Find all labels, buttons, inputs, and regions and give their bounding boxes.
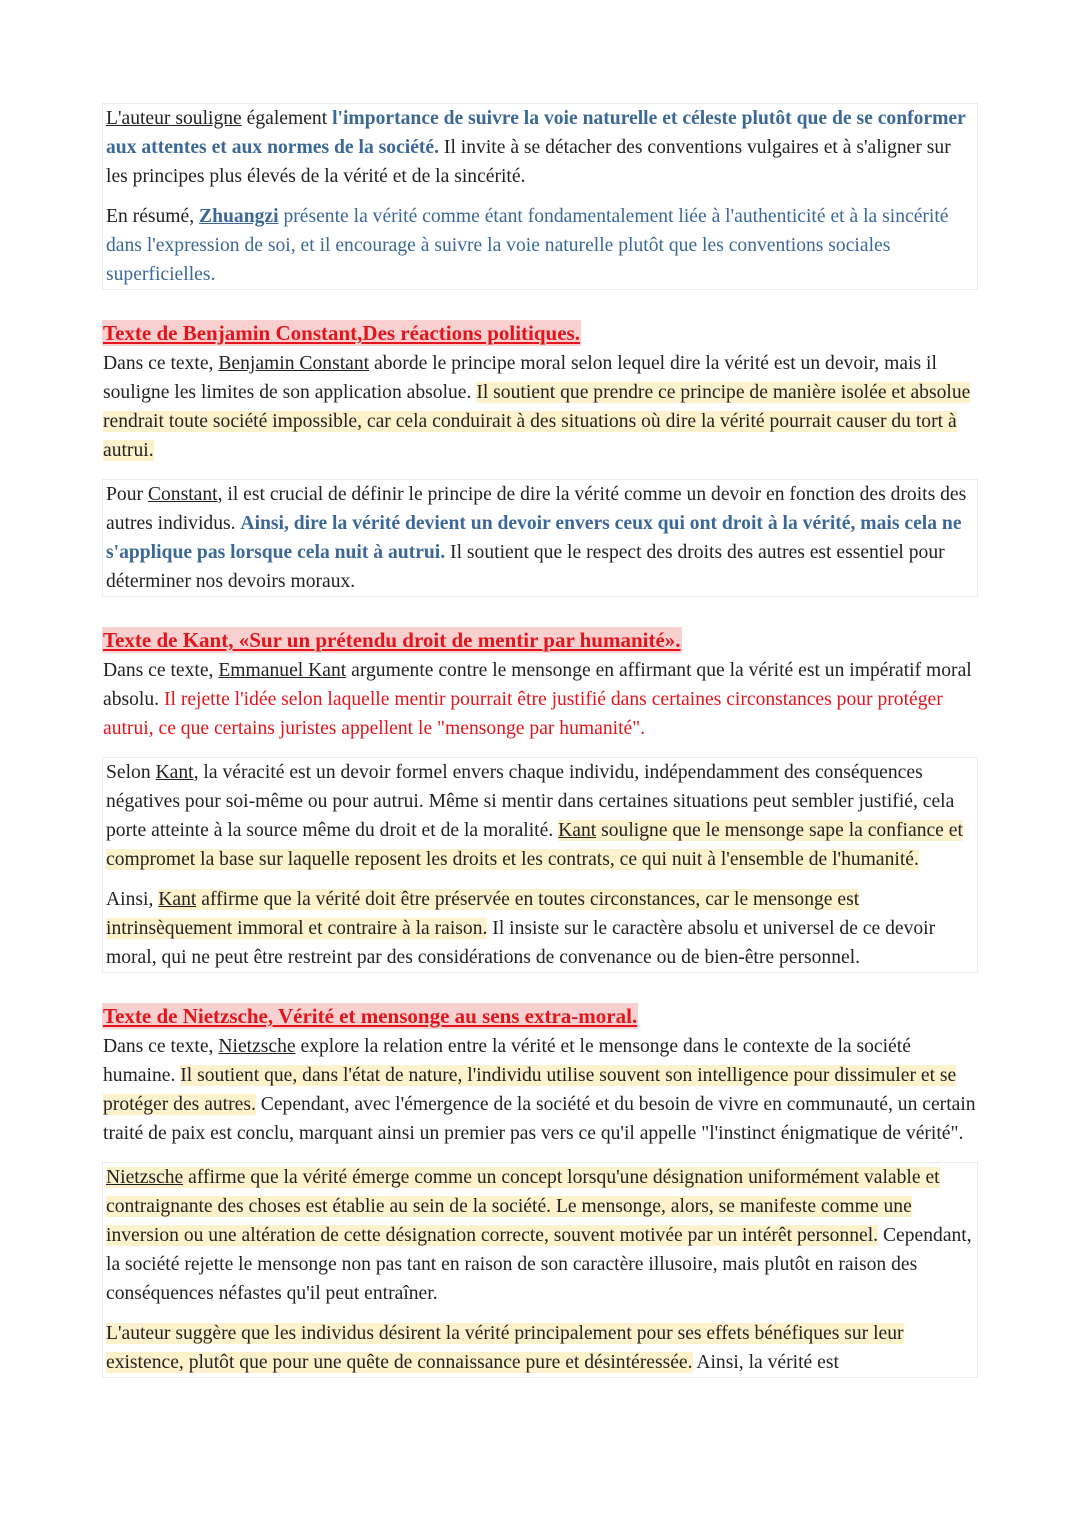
underlined-name: Benjamin Constant [218, 353, 370, 374]
highlighted-underlined-name: Nietzsche [106, 1167, 184, 1188]
paragraph [106, 758, 975, 874]
section-heading-wrapper [102, 302, 978, 349]
body-text: Il insiste sur le caractère absolu et universel de ce devoir moral, qui ne peut être restreint par des considérations de convenance ou de bien-être personnel. [106, 918, 936, 968]
red-emphasis: Il rejette l'idée selon laquelle mentir pourrait être justifié dans certaines circonstances pour protéger autrui, ce que certains juristes appellent le "mensonge par humanité". [103, 689, 943, 739]
summary-box [102, 757, 978, 973]
highlighted-text: affirme que la vérité doit être préservée en toutes circonstances, car le mensonge est intrinsèquement immoral et contraire à la raison. [106, 889, 860, 939]
highlighted-text: L'auteur suggère que les individus désirent la vérité principalement pour ses effets bénéfiques sur leur existence, plutôt que pour une quête de connaissance pure et désintéressée. [106, 1323, 904, 1373]
text-block [103, 1032, 978, 1148]
bold-blue-emphasis: l'importance de suivre la voie naturelle et céleste plutôt que de se conformer aux attentes et aux normes de la société. [106, 108, 966, 158]
underlined-name: Emmanuel Kant [218, 660, 347, 681]
body-text: Dans ce texte, [103, 660, 219, 681]
body-text: En résumé, [106, 206, 200, 227]
paragraph [103, 349, 978, 465]
body-text: Pour [106, 484, 148, 505]
paragraph [103, 1032, 978, 1148]
paragraph [106, 480, 975, 596]
section-heading: Texte de Nietzsche, Vérité et mensonge au sens extra-moral. [103, 1004, 638, 1028]
underlined-bold-name: Zhuangzi [199, 206, 279, 227]
body-text: Dans ce texte, [103, 1036, 219, 1057]
body-text: , la véracité est un devoir formel envers chaque individu, indépendamment des conséquences négatives pour soi-même ou pour autrui. Même si mentir dans certaines situations peut sembler justifié, cela porte atteinte à la source même du droit et de la moralité. [106, 762, 955, 841]
underlined-name: L'auteur souligne [106, 108, 242, 129]
section-heading: Texte de Kant, «Sur un prétendu droit de mentir par humanité». [103, 628, 681, 652]
paragraph [106, 1163, 975, 1308]
body-text: Ainsi, la vérité est [692, 1352, 839, 1373]
body-text: également [241, 108, 333, 129]
body-text: , il est crucial de définir le principe de dire la vérité comme un devoir en fonction des droits des autres individus. [106, 484, 967, 534]
underlined-name: Nietzsche [218, 1036, 296, 1057]
body-text: Cependant, la société rejette le mensonge non pas tant en raison de son caractère illusoire, mais plutôt en raison des conséquences néfastes qu'il peut entraîner. [106, 1225, 972, 1304]
blue-text: présente la vérité comme étant fondamentalement liée à l'authenticité et à la sincérité dans l'expression de soi, et il encourage à suivre la voie naturelle plutôt que les conventions sociales superficielles. [106, 206, 949, 285]
highlighted-text: souligne que le mensonge sape la confiance et compromet la base sur laquelle reposent les droits et les contrats, ce qui nuit à l'ensemble de l'humanité. [106, 820, 963, 870]
section-heading-wrapper [102, 609, 978, 656]
summary-box [102, 479, 978, 597]
bold-blue-emphasis: Ainsi, dire la vérité devient un devoir envers ceux qui ont droit à la vérité, mais cela ne s'applique pas lorsque cela nuit à autrui. [106, 513, 962, 563]
body-text: explore la relation entre la vérité et le mensonge dans le contexte de la société humaine. [103, 1036, 911, 1086]
paragraph [106, 104, 975, 191]
text-block [103, 349, 978, 465]
body-text: Cependant, avec l'émergence de la société et du besoin de vivre en communauté, un certain traité de paix est conclu, marquant ainsi un premier pas vers ce qu'il appelle "l'instinct énigmatique de vérité". [103, 1094, 976, 1144]
highlighted-underlined-name: Kant [558, 820, 597, 841]
text-block [103, 656, 978, 743]
highlighted-text: affirme que la vérité émerge comme un concept lorsqu'une désignation uniformément valable et contraignante des choses est établie au sein de la société. Le mensonge, alors, se manifeste comme une inversion ou une altération de cette désignation correcte, souvent motivée par un intérêt personnel. [106, 1167, 940, 1246]
summary-box [102, 1162, 978, 1378]
paragraph [106, 885, 975, 972]
highlighted-text: Il soutient que, dans l'état de nature, l'individu utilise souvent son intelligence pour dissimuler et se protéger des autres. [103, 1065, 957, 1115]
body-text: argumente contre le mensonge en affirmant que la vérité est un impératif moral absolu. [103, 660, 972, 710]
body-text: Selon [106, 762, 156, 783]
body-text: aborde le principe moral selon lequel dire la vérité est un devoir, mais il souligne les limites de son application absolue. [103, 353, 937, 403]
underlined-name: Constant [147, 484, 218, 505]
body-text: Il soutient que le respect des droits des autres est essentiel pour déterminer nos devoirs moraux. [106, 542, 945, 592]
paragraph [103, 656, 978, 743]
body-text: Il invite à se détacher des conventions vulgaires et à s'aligner sur les principes plus élevés de la vérité et de la sincérité. [106, 137, 951, 187]
summary-box [102, 103, 978, 290]
highlighted-underlined-name: Kant [158, 889, 197, 910]
highlighted-text: Il soutient que prendre ce principe de manière isolée et absolue rendrait toute société impossible, car cela conduirait à des situations où dire la vérité pourrait causer du tort à autrui. [103, 382, 971, 461]
paragraph [106, 202, 975, 289]
body-text: Dans ce texte, [103, 353, 219, 374]
paragraph [106, 1319, 975, 1377]
section-heading-wrapper [102, 985, 978, 1032]
section-heading: Texte de Benjamin Constant,Des réactions politiques. [103, 321, 580, 345]
body-text: Ainsi, [106, 889, 159, 910]
document-page [102, 103, 978, 1390]
underlined-name: Kant [155, 762, 194, 783]
